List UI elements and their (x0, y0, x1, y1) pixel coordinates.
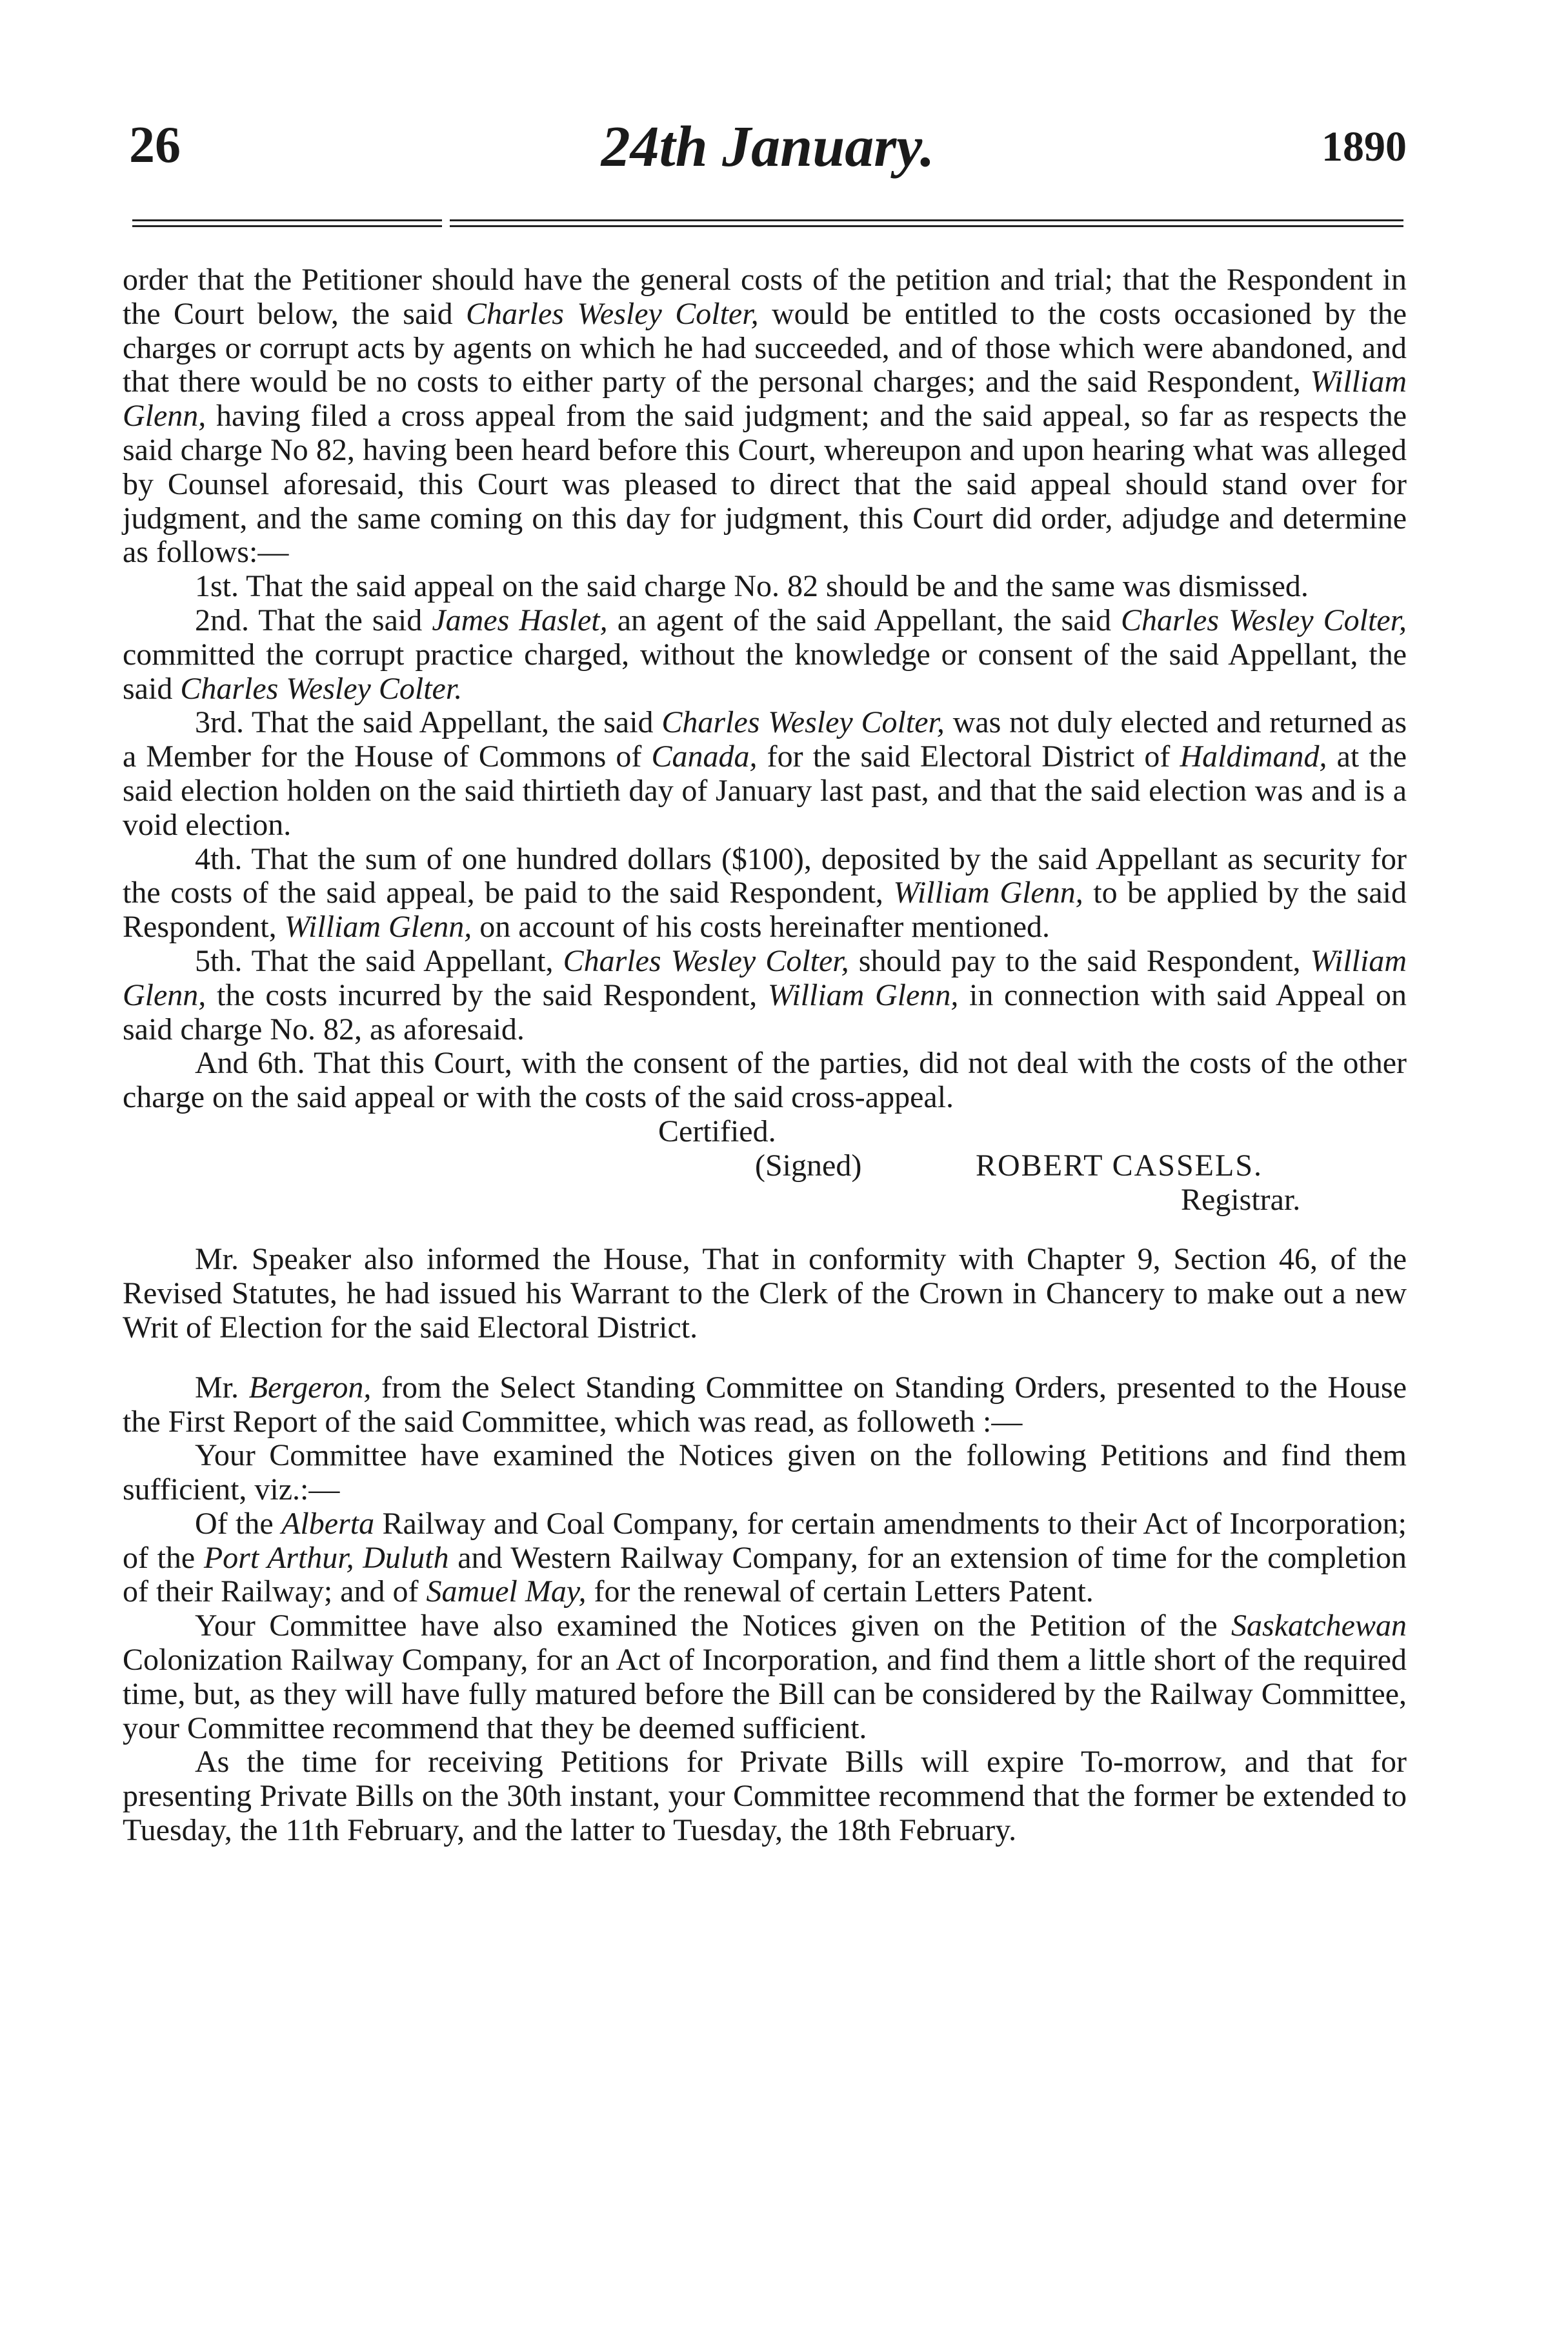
body-text (123, 263, 1407, 1848)
text-run: 1st. That the said appeal on the said charge No. 82 should be and the same was dismissed. (195, 569, 1309, 604)
text-run: and Western Railway Company, for an extension of time for the completion of their Railway; and of (123, 1540, 1407, 1609)
italic-text: Alberta (281, 1506, 375, 1541)
header-rules (132, 219, 1403, 230)
text-run: committed the corrupt practice charged, without the knowledge or consent of the said Appellant, the said (123, 637, 1407, 706)
italic-text: William Glenn, (767, 978, 959, 1012)
text-run: As the time for receiving Petitions for Private Bills will expire To-morrow, and that for presenting Private Bills on the 30th instant, your Committee recommend that the former be extended to Tuesday, the 11th February, and the latter to Tuesday, the 18th February. (123, 1745, 1407, 1848)
text-run: having filed a cross appeal from the said judgment; and the said appeal, so far as respects the said charge No 82, having been heard before this Court, whereupon and upon hearing what was alleged by Counsel aforesaid, this Court was pleased to direct that the said appeal should stand over for judgment, and the same coming on this day for judgment, this Court did order, adjudge and determine as follows:— (123, 399, 1407, 570)
text-run: Colonization Railway Company, for an Act of Incorporation, and find them a little short of the required time, but, as they will have fully matured before the Bill can be considered by the Railway Committee, your Committee recommend that they be deemed sufficient. (123, 1643, 1407, 1745)
order-item (123, 604, 1407, 706)
orders-list (123, 570, 1407, 1115)
text-run: Your Committee have also examined the Notices given on the Petition of the (195, 1609, 1232, 1643)
text-run: for the renewal of certain Letters Patent. (586, 1574, 1094, 1609)
text-run: from the Select Standing Committee on Standing Orders, presented to the House the First Report of the said Committee, which was read, as followeth :— (123, 1370, 1407, 1439)
text-run: was not duly elected and returned as a Member for the House of Commons of (123, 705, 1407, 774)
italic-text: Charles Wesley Colter, (465, 296, 759, 331)
text-run: 3rd. That the said Appellant, the said (195, 705, 662, 740)
italic-text: William Glenn, (284, 910, 472, 945)
order-item (123, 706, 1407, 842)
section-gap (123, 1217, 1407, 1243)
committee-paragraph (123, 1439, 1407, 1507)
text-run: Your Committee have examined the Notices given on the following Petitions and find them sufficient, viz.:— (123, 1438, 1407, 1507)
italic-text: James Haslet, (432, 603, 608, 637)
text-run: on account of his costs hereinafter mentioned. (472, 910, 1050, 945)
italic-text: William Glenn, (123, 943, 1407, 1012)
italic-text: Bergeron, (248, 1370, 372, 1405)
text-run: an agent of the said Appellant, the said (607, 603, 1121, 637)
rule-line (450, 219, 1403, 221)
text-run: Railway and Coal Company, for certain amendments to their Act of Incorporation; of the (123, 1506, 1407, 1575)
italic-text: Saskatchewan (1231, 1609, 1407, 1643)
order-item (123, 570, 1407, 604)
committee-paragraph (123, 1371, 1407, 1439)
italic-text: Haldimand, (1180, 739, 1327, 774)
registrar-title: Registrar. (1181, 1182, 1301, 1217)
italic-text: Charles Wesley Colter, (563, 943, 849, 978)
text-run: order that the Petitioner should have the general costs of the petition and trial; that the Respondent in the Court below, the said (123, 263, 1407, 331)
signature-block (123, 1149, 1407, 1218)
order-item (123, 945, 1407, 1047)
certified-line (123, 1115, 1407, 1149)
page-date: 24th January. (601, 115, 935, 179)
italic-text: Charles Wesley Colter, (1121, 603, 1407, 637)
text-run: 5th. That the said Appellant, (195, 943, 563, 978)
italic-text: William Glenn, (123, 365, 1407, 434)
rule-line (132, 219, 442, 221)
italic-text: William Glenn, (893, 876, 1083, 910)
text-run: 4th. That the sum of one hundred dollars ($100), deposited by the said Appellant as security for the costs of the said appeal, be paid to the said Respondent, (123, 841, 1407, 910)
page-header (129, 116, 1407, 187)
order-item (123, 843, 1407, 945)
rule-line (450, 225, 1403, 227)
text-run: to be applied by the said Respondent, (123, 876, 1407, 945)
italic-text: Samuel May, (426, 1574, 587, 1609)
italic-text: Canada, (651, 739, 758, 774)
italic-text: Port Arthur, Duluth (203, 1540, 449, 1575)
text-run: should pay to the said Respondent, (849, 943, 1311, 978)
italic-text: Charles Wesley Colter, (661, 705, 945, 740)
text-run: in connection with said Appeal on said charge No. 82, as aforesaid. (123, 978, 1407, 1047)
text-run: And 6th. That this Court, with the consent of the parties, did not deal with the costs of the other charge on the said appeal or with the costs of the said cross-appeal. (123, 1046, 1407, 1115)
text-run: Of the (195, 1506, 282, 1541)
section-gap (123, 1345, 1407, 1371)
text-run: would be entitled to the costs occasioned by the charges or corrupt acts by agents on which he had succeeded, and of those which were abandoned, and that there would be no costs to either party of the personal charges; and the said Respondent, (123, 296, 1407, 399)
text-run: Mr. Speaker also informed the House, That in conformity with Chapter 9, Section 46, of the Revised Statutes, he had issued his Warrant to the Clerk of the Crown in Chancery to make out a new Writ of Election for the said Electoral District. (123, 1242, 1407, 1345)
certified-text: Certified. (658, 1114, 776, 1148)
text-run: at the said election holden on the said thirtieth day of January last past, and that the said election was and is a void election. (123, 739, 1407, 842)
signed-text: (Signed) (755, 1148, 862, 1183)
opening-paragraph (123, 263, 1407, 570)
page-year: 1890 (1322, 123, 1407, 170)
italic-text: Charles Wesley Colter. (180, 671, 463, 706)
text-run: for the said Electoral District of (757, 739, 1180, 774)
page-number: 26 (129, 117, 181, 174)
committee-paragraph (123, 1507, 1407, 1609)
rule-line (132, 225, 442, 227)
committee-paragraph (123, 1745, 1407, 1847)
text-run: Mr. (195, 1370, 249, 1405)
committee-paragraph (123, 1609, 1407, 1745)
registrar-name: ROBERT CASSELS. (976, 1148, 1263, 1183)
text-run: the costs incurred by the said Respondent, (206, 978, 768, 1012)
text-run: 2nd. That the said (195, 603, 432, 637)
speaker-paragraph (123, 1243, 1407, 1345)
order-item (123, 1047, 1407, 1115)
